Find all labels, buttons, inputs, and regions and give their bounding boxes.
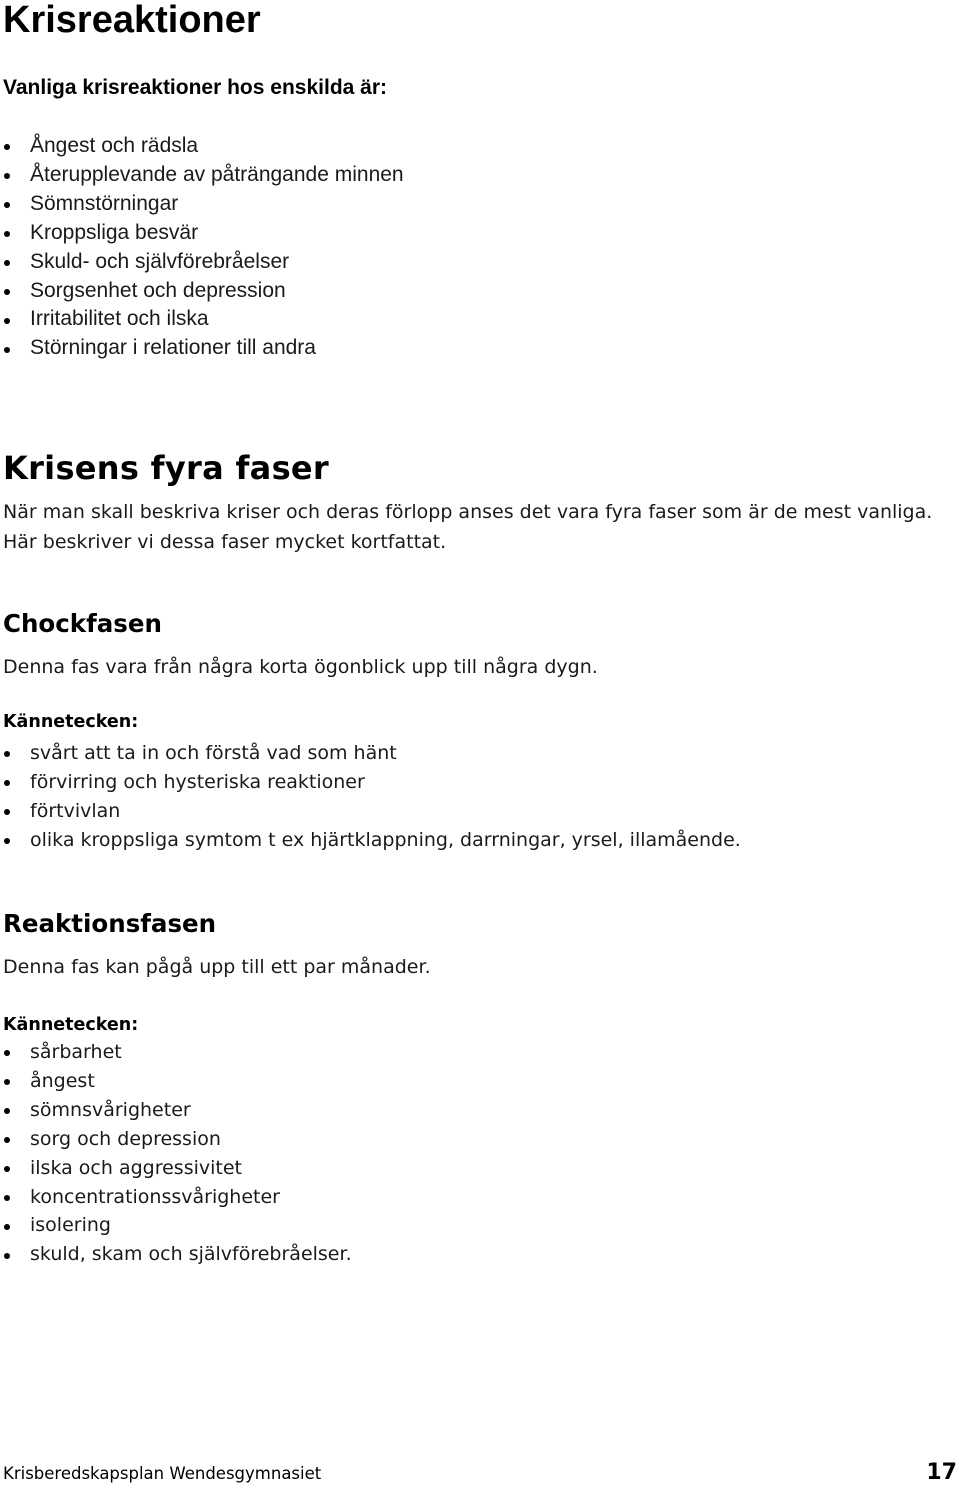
bullet-icon (4, 1079, 10, 1085)
list-item-text: Sömnstörningar (30, 191, 179, 215)
list-item (3, 739, 741, 768)
list-item (3, 1240, 352, 1269)
list-item (3, 219, 404, 248)
list-item (3, 161, 404, 190)
list-item-text: ångest (30, 1069, 95, 1092)
list-item-text: koncentrationssvårigheter (30, 1185, 280, 1208)
list-item (3, 1067, 352, 1096)
reaction-phase-signs-label: Kännetecken: (3, 1015, 139, 1035)
list-item-text: Sorgsenhet och depression (30, 278, 286, 302)
bullet-icon (4, 1108, 10, 1114)
bullet-icon (4, 173, 10, 179)
list-item-text: förvirring och hysteriska reaktioner (30, 770, 365, 793)
list-item (3, 248, 404, 277)
list-item-text: olika kroppsliga symtom t ex hjärtklappning, darrningar, yrsel, illamående. (30, 828, 741, 851)
bullet-icon (4, 751, 10, 757)
list-item (3, 797, 741, 826)
common-reactions-heading: Vanliga krisreaktioner hos enskilda är: (3, 76, 387, 99)
list-item-text: Skuld- och självförebråelser (30, 249, 290, 273)
list-item-text: isolering (30, 1214, 111, 1237)
bullet-icon (4, 231, 10, 237)
shock-phase-signs-label: Kännetecken: (3, 712, 139, 732)
bullet-icon (4, 144, 10, 150)
list-item (3, 305, 404, 334)
bullet-icon (4, 1253, 10, 1259)
bullet-icon (4, 1195, 10, 1201)
footer-document-name: Krisberedskapsplan Wendesgymnasiet (3, 1464, 322, 1483)
list-item-text: svårt att ta in och förstå vad som hänt (30, 742, 397, 764)
list-item (3, 1125, 352, 1154)
bullet-icon (4, 1050, 10, 1056)
phases-intro: När man skall beskriva kriser och deras förlopp anses det vara fyra faser som är de mest vanliga. Här beskriver vi dessa faser mycket kortfattat. (3, 501, 933, 553)
list-item-text: sömnsvårigheter (30, 1098, 191, 1121)
list-item-text: ilska och aggressivitet (30, 1156, 242, 1179)
common-reactions-list (3, 132, 404, 363)
bullet-icon (4, 289, 10, 295)
bullet-icon (4, 780, 10, 786)
bullet-icon (4, 202, 10, 208)
bullet-icon (4, 809, 10, 815)
list-item (3, 132, 404, 161)
list-item-text: sorg och depression (30, 1127, 221, 1150)
shock-phase-description: Denna fas vara från några korta ögonblick upp till några dygn. (3, 656, 598, 678)
list-item-text: sårbarhet (30, 1041, 122, 1063)
bullet-icon (4, 838, 10, 844)
reaction-phase-signs-list (3, 1038, 352, 1269)
list-item-text: Kroppsliga besvär (30, 220, 199, 244)
shock-phase-signs-list (3, 739, 741, 855)
bullet-icon (4, 1224, 10, 1230)
list-item (3, 1183, 352, 1212)
list-item-text: skuld, skam och självförebråelser. (30, 1243, 352, 1266)
reaction-phase-description: Denna fas kan pågå upp till ett par månader. (3, 956, 431, 978)
list-item (3, 1211, 352, 1240)
list-item (3, 277, 404, 306)
list-item (3, 1038, 352, 1067)
list-item-text: Ångest och rädsla (30, 134, 199, 157)
list-item-text: förtvivlan (30, 799, 121, 822)
bullet-icon (4, 1137, 10, 1143)
list-item-text: Återupplevande av påträngande minnen (30, 162, 404, 186)
list-item (3, 826, 741, 855)
bullet-icon (4, 318, 10, 324)
shock-phase-heading: Chockfasen (3, 609, 162, 638)
bullet-icon (4, 347, 10, 353)
list-item (3, 334, 404, 363)
list-item (3, 768, 741, 797)
list-item-text: Störningar i relationer till andra (30, 336, 316, 360)
footer-page-number: 17 (926, 1460, 957, 1485)
reaction-phase-heading: Reaktionsfasen (3, 909, 217, 938)
list-item (3, 190, 404, 219)
page-title: Krisreaktioner (3, 0, 261, 41)
list-item-text: Irritabilitet och ilska (30, 307, 209, 331)
phases-heading: Krisens fyra faser (3, 449, 330, 487)
bullet-icon (4, 260, 10, 266)
list-item (3, 1096, 352, 1125)
bullet-icon (4, 1166, 10, 1172)
list-item (3, 1154, 352, 1183)
